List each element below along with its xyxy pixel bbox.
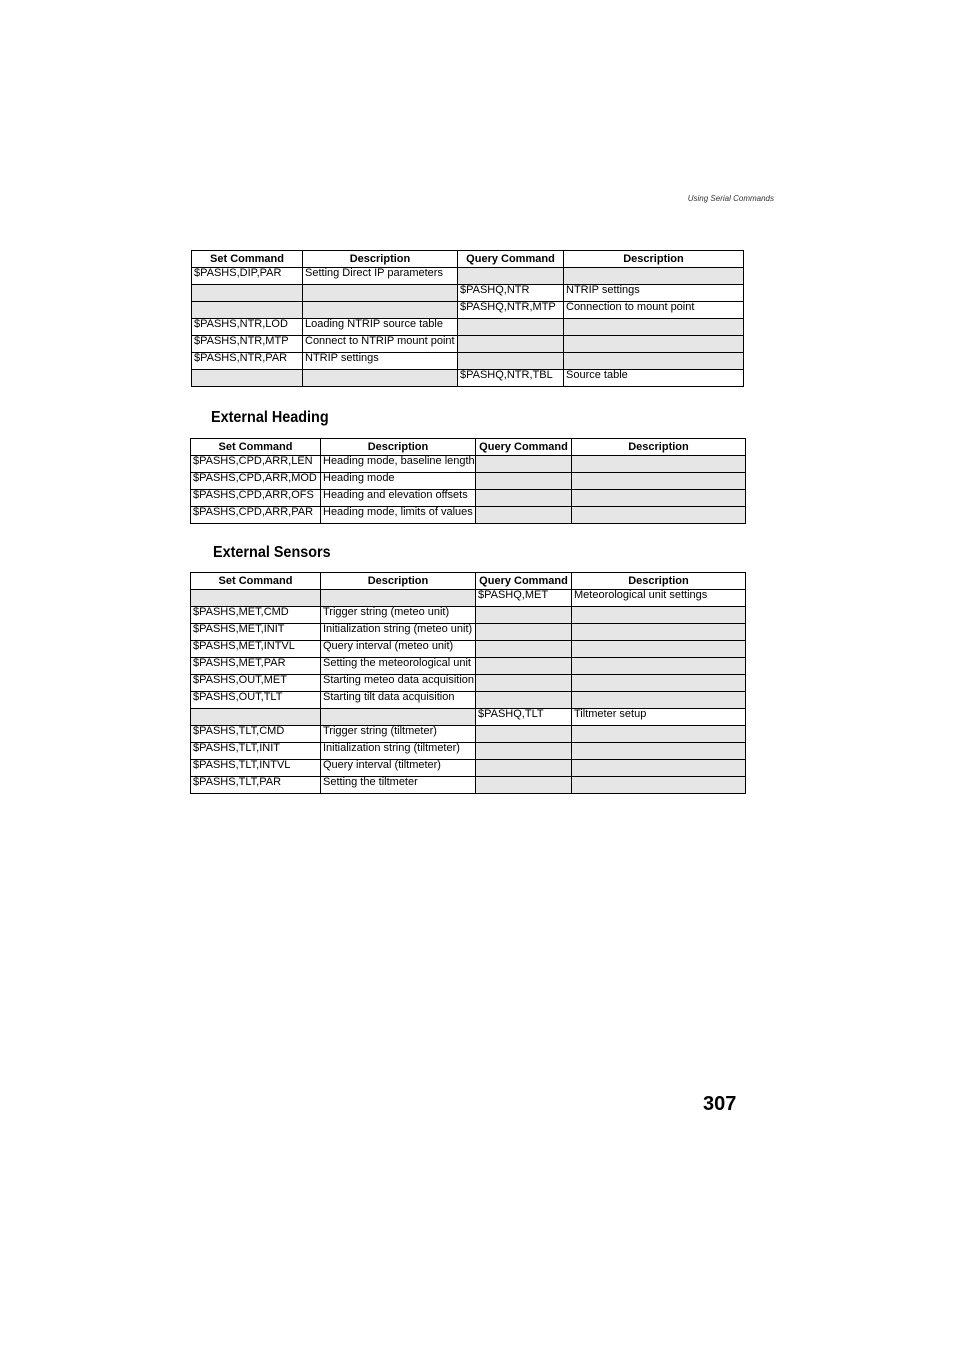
- set-description-cell: [303, 285, 458, 302]
- query-description-cell: NTRIP settings: [564, 285, 744, 302]
- set-description-cell: Trigger string (tiltmeter): [321, 726, 476, 743]
- column-header-query-command: Query Command: [476, 439, 572, 456]
- set-description-cell: Heading mode, limits of values: [321, 507, 476, 524]
- table-row: [191, 607, 746, 624]
- table-row: [191, 473, 746, 490]
- set-command-cell: $PASHS,CPD,ARR,LEN: [191, 456, 321, 473]
- query-description-cell: Source table: [564, 370, 744, 387]
- query-description-cell: [572, 726, 746, 743]
- table-row: [191, 777, 746, 794]
- set-description-cell: Setting Direct IP parameters: [303, 268, 458, 285]
- set-command-cell: [191, 709, 321, 726]
- set-description-cell: Initialization string (meteo unit): [321, 624, 476, 641]
- query-description-cell: [564, 268, 744, 285]
- query-description-cell: [572, 777, 746, 794]
- set-description-cell: Trigger string (meteo unit): [321, 607, 476, 624]
- ntrip-command-table: [191, 250, 744, 387]
- query-command-cell: [476, 473, 572, 490]
- table-row: [191, 709, 746, 726]
- table-row: [192, 302, 744, 319]
- query-command-cell: $PASHQ,NTR,MTP: [458, 302, 564, 319]
- set-description-cell: [303, 302, 458, 319]
- set-description-cell: Query interval (meteo unit): [321, 641, 476, 658]
- column-header-description: Description: [321, 439, 476, 456]
- query-command-cell: [476, 607, 572, 624]
- set-description-cell: Query interval (tiltmeter): [321, 760, 476, 777]
- table-row: [191, 624, 746, 641]
- external-heading-command-table: [190, 438, 746, 524]
- set-description-cell: [303, 370, 458, 387]
- query-description-cell: [572, 624, 746, 641]
- set-command-cell: $PASHS,MET,INIT: [191, 624, 321, 641]
- running-head: Using Serial Commands: [687, 194, 774, 203]
- set-command-cell: $PASHS,NTR,MTP: [192, 336, 303, 353]
- table-row: [191, 743, 746, 760]
- set-description-cell: Heading mode: [321, 473, 476, 490]
- query-description-cell: [572, 760, 746, 777]
- section-title-external-sensors: External Sensors: [213, 544, 331, 561]
- table-row: [191, 490, 746, 507]
- query-command-cell: [476, 692, 572, 709]
- column-header-query-command: Query Command: [458, 251, 564, 268]
- table-row: [192, 336, 744, 353]
- table-row: [191, 658, 746, 675]
- column-header-set-command: Set Command: [191, 439, 321, 456]
- column-header-set-command: Set Command: [192, 251, 303, 268]
- set-command-cell: $PASHS,DIP,PAR: [192, 268, 303, 285]
- column-header-description: Description: [321, 573, 476, 590]
- set-command-cell: $PASHS,TLT,PAR: [191, 777, 321, 794]
- query-description-cell: [572, 607, 746, 624]
- set-command-cell: $PASHS,OUT,TLT: [191, 692, 321, 709]
- query-command-cell: [476, 777, 572, 794]
- table-header-row: [191, 439, 746, 456]
- query-description-cell: [572, 456, 746, 473]
- table-row: [192, 285, 744, 302]
- set-description-cell: Setting the meteorological unit: [321, 658, 476, 675]
- query-description-cell: Tiltmeter setup: [572, 709, 746, 726]
- query-description-cell: Connection to mount point: [564, 302, 744, 319]
- set-command-cell: [192, 370, 303, 387]
- query-description-cell: [572, 675, 746, 692]
- query-description-cell: [564, 336, 744, 353]
- column-header-description: Description: [572, 439, 746, 456]
- set-command-cell: $PASHS,TLT,INIT: [191, 743, 321, 760]
- section-title-external-heading: External Heading: [211, 409, 329, 426]
- column-header-description: Description: [564, 251, 744, 268]
- set-description-cell: Connect to NTRIP mount point: [303, 336, 458, 353]
- query-command-cell: [476, 641, 572, 658]
- set-command-cell: $PASHS,CPD,ARR,MOD: [191, 473, 321, 490]
- set-command-cell: [192, 302, 303, 319]
- set-command-cell: $PASHS,TLT,INTVL: [191, 760, 321, 777]
- set-command-cell: $PASHS,NTR,LOD: [192, 319, 303, 336]
- set-description-cell: [321, 590, 476, 607]
- set-command-cell: [192, 285, 303, 302]
- query-description-cell: [572, 743, 746, 760]
- query-description-cell: [572, 473, 746, 490]
- set-command-cell: $PASHS,TLT,CMD: [191, 726, 321, 743]
- set-command-cell: $PASHS,MET,INTVL: [191, 641, 321, 658]
- column-header-description: Description: [572, 573, 746, 590]
- set-command-cell: $PASHS,MET,PAR: [191, 658, 321, 675]
- set-command-cell: $PASHS,CPD,ARR,OFS: [191, 490, 321, 507]
- table-row: [191, 675, 746, 692]
- query-command-cell: [458, 336, 564, 353]
- query-command-cell: [476, 675, 572, 692]
- query-command-cell: [476, 726, 572, 743]
- query-description-cell: [572, 507, 746, 524]
- table-row: [192, 268, 744, 285]
- table-row: [191, 726, 746, 743]
- set-command-cell: [191, 590, 321, 607]
- query-command-cell: [458, 353, 564, 370]
- query-command-cell: [476, 456, 572, 473]
- set-command-cell: $PASHS,MET,CMD: [191, 607, 321, 624]
- query-command-cell: $PASHQ,TLT: [476, 709, 572, 726]
- query-description-cell: Meteorological unit settings: [572, 590, 746, 607]
- table-row: [191, 641, 746, 658]
- table-row: [192, 319, 744, 336]
- set-description-cell: Heading and elevation offsets: [321, 490, 476, 507]
- set-description-cell: Heading mode, baseline length: [321, 456, 476, 473]
- set-description-cell: Initialization string (tiltmeter): [321, 743, 476, 760]
- set-command-cell: $PASHS,NTR,PAR: [192, 353, 303, 370]
- table-row: [191, 692, 746, 709]
- query-description-cell: [572, 658, 746, 675]
- query-command-cell: [458, 319, 564, 336]
- table-row: [192, 353, 744, 370]
- external-sensors-command-table: [190, 572, 746, 794]
- query-command-cell: $PASHQ,MET: [476, 590, 572, 607]
- table-row: [192, 370, 744, 387]
- column-header-description: Description: [303, 251, 458, 268]
- set-description-cell: Loading NTRIP source table: [303, 319, 458, 336]
- query-command-cell: [476, 624, 572, 641]
- query-command-cell: [476, 760, 572, 777]
- query-command-cell: [476, 490, 572, 507]
- query-command-cell: $PASHQ,NTR: [458, 285, 564, 302]
- table-row: [191, 590, 746, 607]
- query-command-cell: [476, 743, 572, 760]
- query-command-cell: [476, 658, 572, 675]
- column-header-set-command: Set Command: [191, 573, 321, 590]
- table-header-row: [192, 251, 744, 268]
- table-row: [191, 507, 746, 524]
- set-description-cell: Starting meteo data acquisition: [321, 675, 476, 692]
- query-description-cell: [572, 490, 746, 507]
- set-description-cell: NTRIP settings: [303, 353, 458, 370]
- query-command-cell: [476, 507, 572, 524]
- set-command-cell: $PASHS,OUT,MET: [191, 675, 321, 692]
- column-header-query-command: Query Command: [476, 573, 572, 590]
- set-description-cell: Setting the tiltmeter: [321, 777, 476, 794]
- set-command-cell: $PASHS,CPD,ARR,PAR: [191, 507, 321, 524]
- page-number: 307: [703, 1093, 737, 1115]
- table-row: [191, 456, 746, 473]
- set-description-cell: [321, 709, 476, 726]
- query-description-cell: [564, 353, 744, 370]
- query-description-cell: [564, 319, 744, 336]
- table-header-row: [191, 573, 746, 590]
- query-command-cell: [458, 268, 564, 285]
- query-description-cell: [572, 692, 746, 709]
- query-command-cell: $PASHQ,NTR,TBL: [458, 370, 564, 387]
- query-description-cell: [572, 641, 746, 658]
- set-description-cell: Starting tilt data acquisition: [321, 692, 476, 709]
- table-row: [191, 760, 746, 777]
